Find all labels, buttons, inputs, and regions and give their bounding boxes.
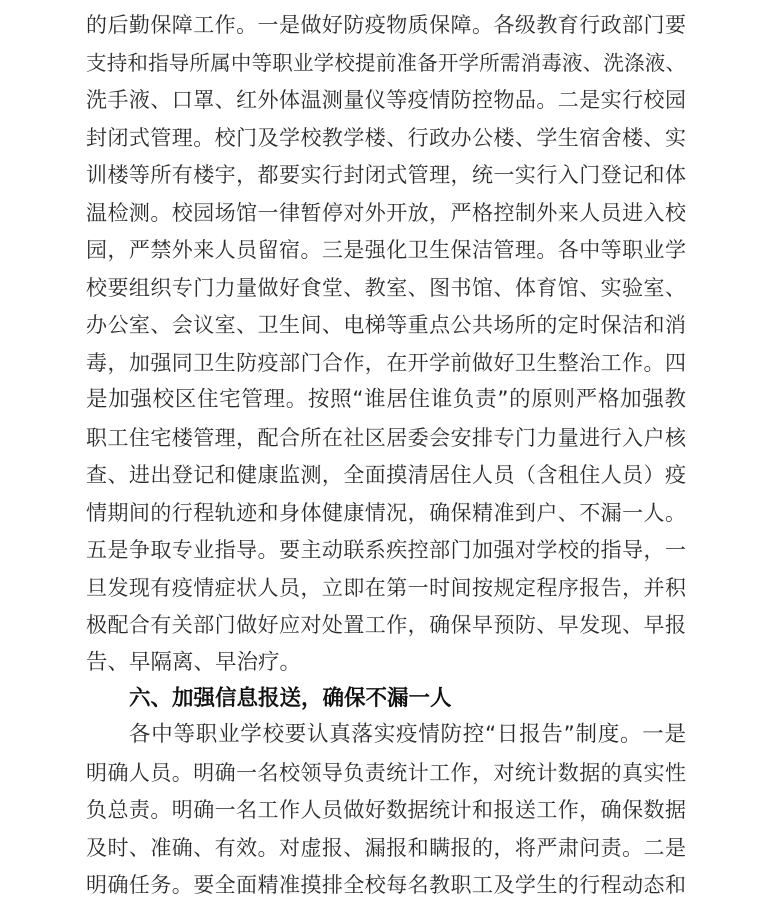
paragraph-line: 各中等职业学校要认真落实疫情防控“日报告”制度。一是	[129, 722, 686, 747]
paragraph-line: 校要组织专门力量做好食堂、教室、图书馆、体育馆、实验室、	[86, 276, 686, 300]
paragraph-line: 旦发现有疫情症状人员，立即在第一时间按规定程序报告，并积	[86, 576, 686, 600]
paragraph-line: 查、进出登记和健康监测，全面摸清居住人员（含租住人员）疫	[86, 463, 686, 487]
paragraph-line: 毒，加强同卫生防疫部门合作，在开学前做好卫生整治工作。四	[86, 351, 686, 375]
paragraph-line: 五是争取专业指导。要主动联系疾控部门加强对学校的指导，一	[86, 538, 686, 562]
paragraph-line: 支持和指导所属中等职业学校提前准备开学所需消毒液、洗涤液、	[86, 51, 686, 75]
paragraph-line: 办公室、会议室、卫生间、电梯等重点公共场所的定时保洁和消	[86, 313, 686, 337]
paragraph-line: 园，严禁外来人员留宿。三是强化卫生保洁管理。各中等职业学	[86, 238, 686, 262]
paragraph-line: 及时、准确、有效。对虚报、漏报和瞒报的，将严肃问责。二是	[86, 836, 686, 860]
paragraph-line: 明确人员。明确一名校领导负责统计工作，对统计数据的真实性	[86, 761, 686, 785]
paragraph-line: 职工住宅楼管理，配合所在社区居委会安排专门力量进行入户核	[86, 426, 686, 450]
paragraph-line: 洗手液、口罩、红外体温测量仪等疫情防控物品。二是实行校园	[86, 88, 686, 112]
paragraph-line: 封闭式管理。校门及学校教学楼、行政办公楼、学生宿舍楼、实	[86, 126, 686, 150]
paragraph-line: 告、早隔离、早治疗。	[86, 650, 302, 675]
paragraph-line: 情期间的行程轨迹和身体健康情况，确保精准到户、不漏一人。	[86, 501, 686, 525]
paragraph-line: 是加强校区住宅管理。按照“谁居住谁负责”的原则严格加强教	[86, 387, 686, 412]
paragraph-line: 明确任务。要全面精准摸排全校每名教职工及学生的行程动态和	[86, 873, 686, 897]
paragraph-line: 温检测。校园场馆一律暂停对外开放，严格控制外来人员进入校	[86, 201, 686, 225]
paragraph-line: 极配合有关部门做好应对处置工作，确保早预防、早发现、早报	[86, 613, 686, 637]
paragraph-line: 负总责。明确一名工作人员做好数据统计和报送工作，确保数据	[86, 798, 686, 822]
paragraph-line: 训楼等所有楼宇，都要实行封闭式管理，统一实行入门登记和体	[86, 163, 686, 187]
paragraph-line: 的后勤保障工作。一是做好防疫物质保障。各级教育行政部门要	[86, 13, 686, 37]
section-heading: 六、加强信息报送，确保不漏一人	[129, 686, 452, 711]
